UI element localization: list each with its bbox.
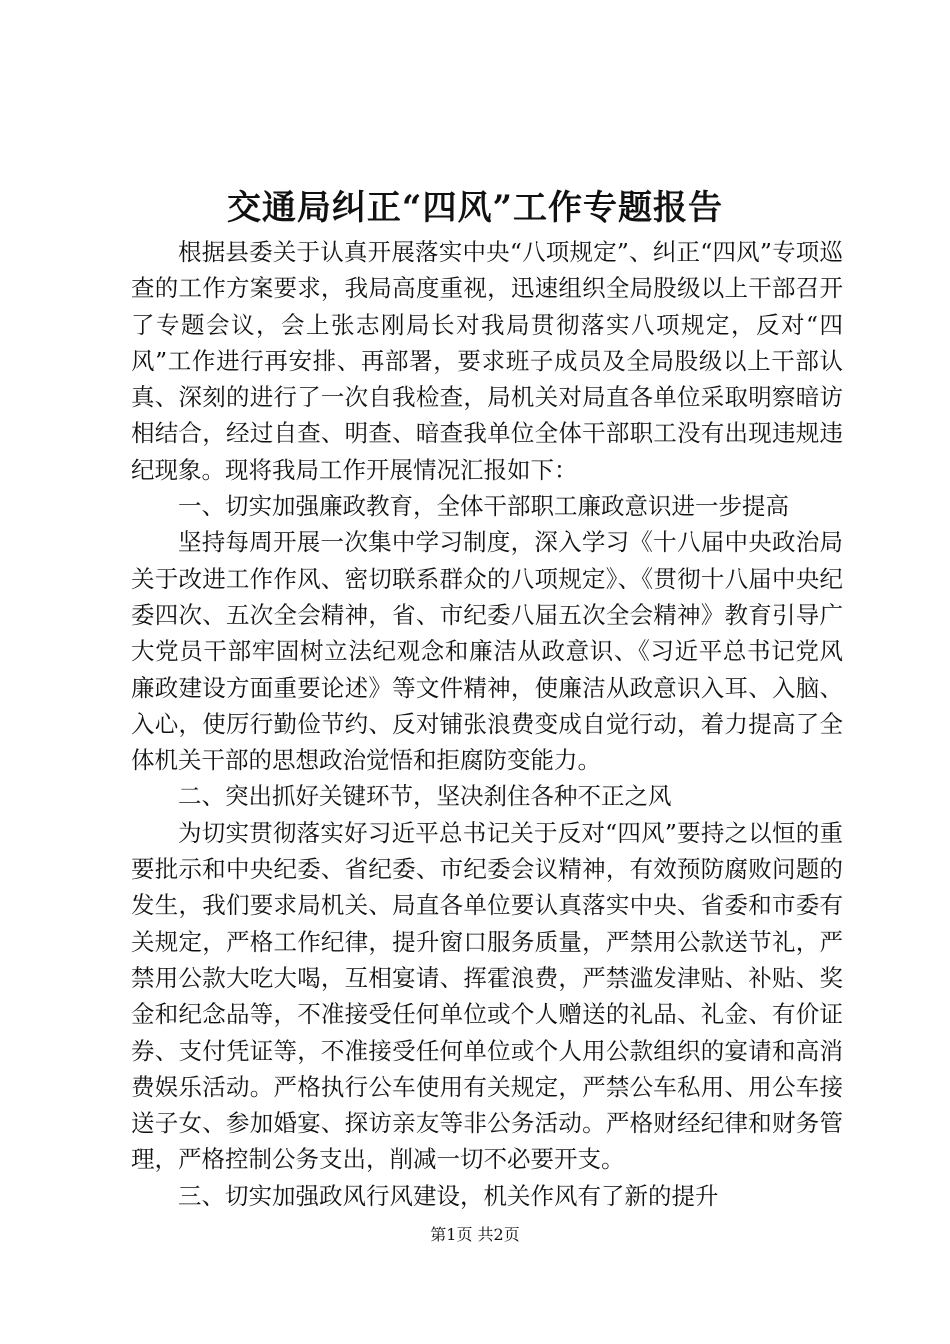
page-footer: 第1页 共2页 (430, 1225, 520, 1244)
section-paragraph-1: 坚持每周开展一次集中学习制度，深入学习《十八届中央政治局关于改进工作作风、密切联系群众的八项规定》、《贯彻十八届中央纪委四次、五次全会精神，省、市纪委八届五次全会精神》教育引导广大党员干部牢固树立法纪观念和廉洁从政意识、《习近平总书记党风廉政建设方面重要论述》等文件精神，使廉洁从政意识入耳、入脑、入心，使厉行勤俭节约、反对铺张浪费变成自觉行动，着力提高了全体机关干部的思想政治觉悟和拒腐防变能力。 (131, 528, 843, 775)
intro-paragraph: 根据县委关于认真开展落实中央“八项规定”、纠正“四风”专项巡查的工作方案要求，我局高度重视，迅速组织全局股级以上干部召开了专题会议，会上张志刚局长对我局贯彻落实八项规定，反对“四风”工作进行再安排、再部署，要求班子成员及全局股级以上干部认真、深刻的进行了一次自我检查，局机关对局直各单位采取明察暗访相结合，经过自查、明查、暗查我单位全体干部职工没有出现违规违纪现象。现将我局工作开展情况汇报如下： (131, 238, 843, 484)
section-heading-3: 三、切实加强政风行风建设，机关作风有了新的提升 (178, 1181, 719, 1210)
section-paragraph-2: 为切实贯彻落实好习近平总书记关于反对“四风”要持之以恒的重要批示和中央纪委、省纪委、市纪委会议精神，有效预防腐败问题的发生，我们要求局机关、局直各单位要认真落实中央、省委和市委有关规定，严格工作纪律，提升窗口服务质量，严禁用公款送节礼，严禁用公款大吃大喝，互相宴请、挥霍浪费，严禁滥发津贴、补贴、奖金和纪念品等，不准接受任何单位或个人赠送的礼品、礼金、有价证券、支付凭证等，不准接受任何单位或个人用公款组织的宴请和高消费娱乐活动。严格执行公车使用有关规定，严禁公车私用、用公车接送子女、参加婚宴、探访亲友等非公务活动。严格财经纪律和财务管理，严格控制公务支出，削减一切不必要开支。 (131, 818, 843, 1174)
document-title: 交通局纠正“四风”工作专题报告 (226, 188, 724, 228)
document-body (131, 234, 843, 1214)
section-heading-1: 一、切实加强廉政教育，全体干部职工廉政意识进一步提高 (178, 492, 789, 521)
section-heading-2: 二、突出抓好关键环节，坚决刹住各种不正之风 (178, 782, 672, 811)
